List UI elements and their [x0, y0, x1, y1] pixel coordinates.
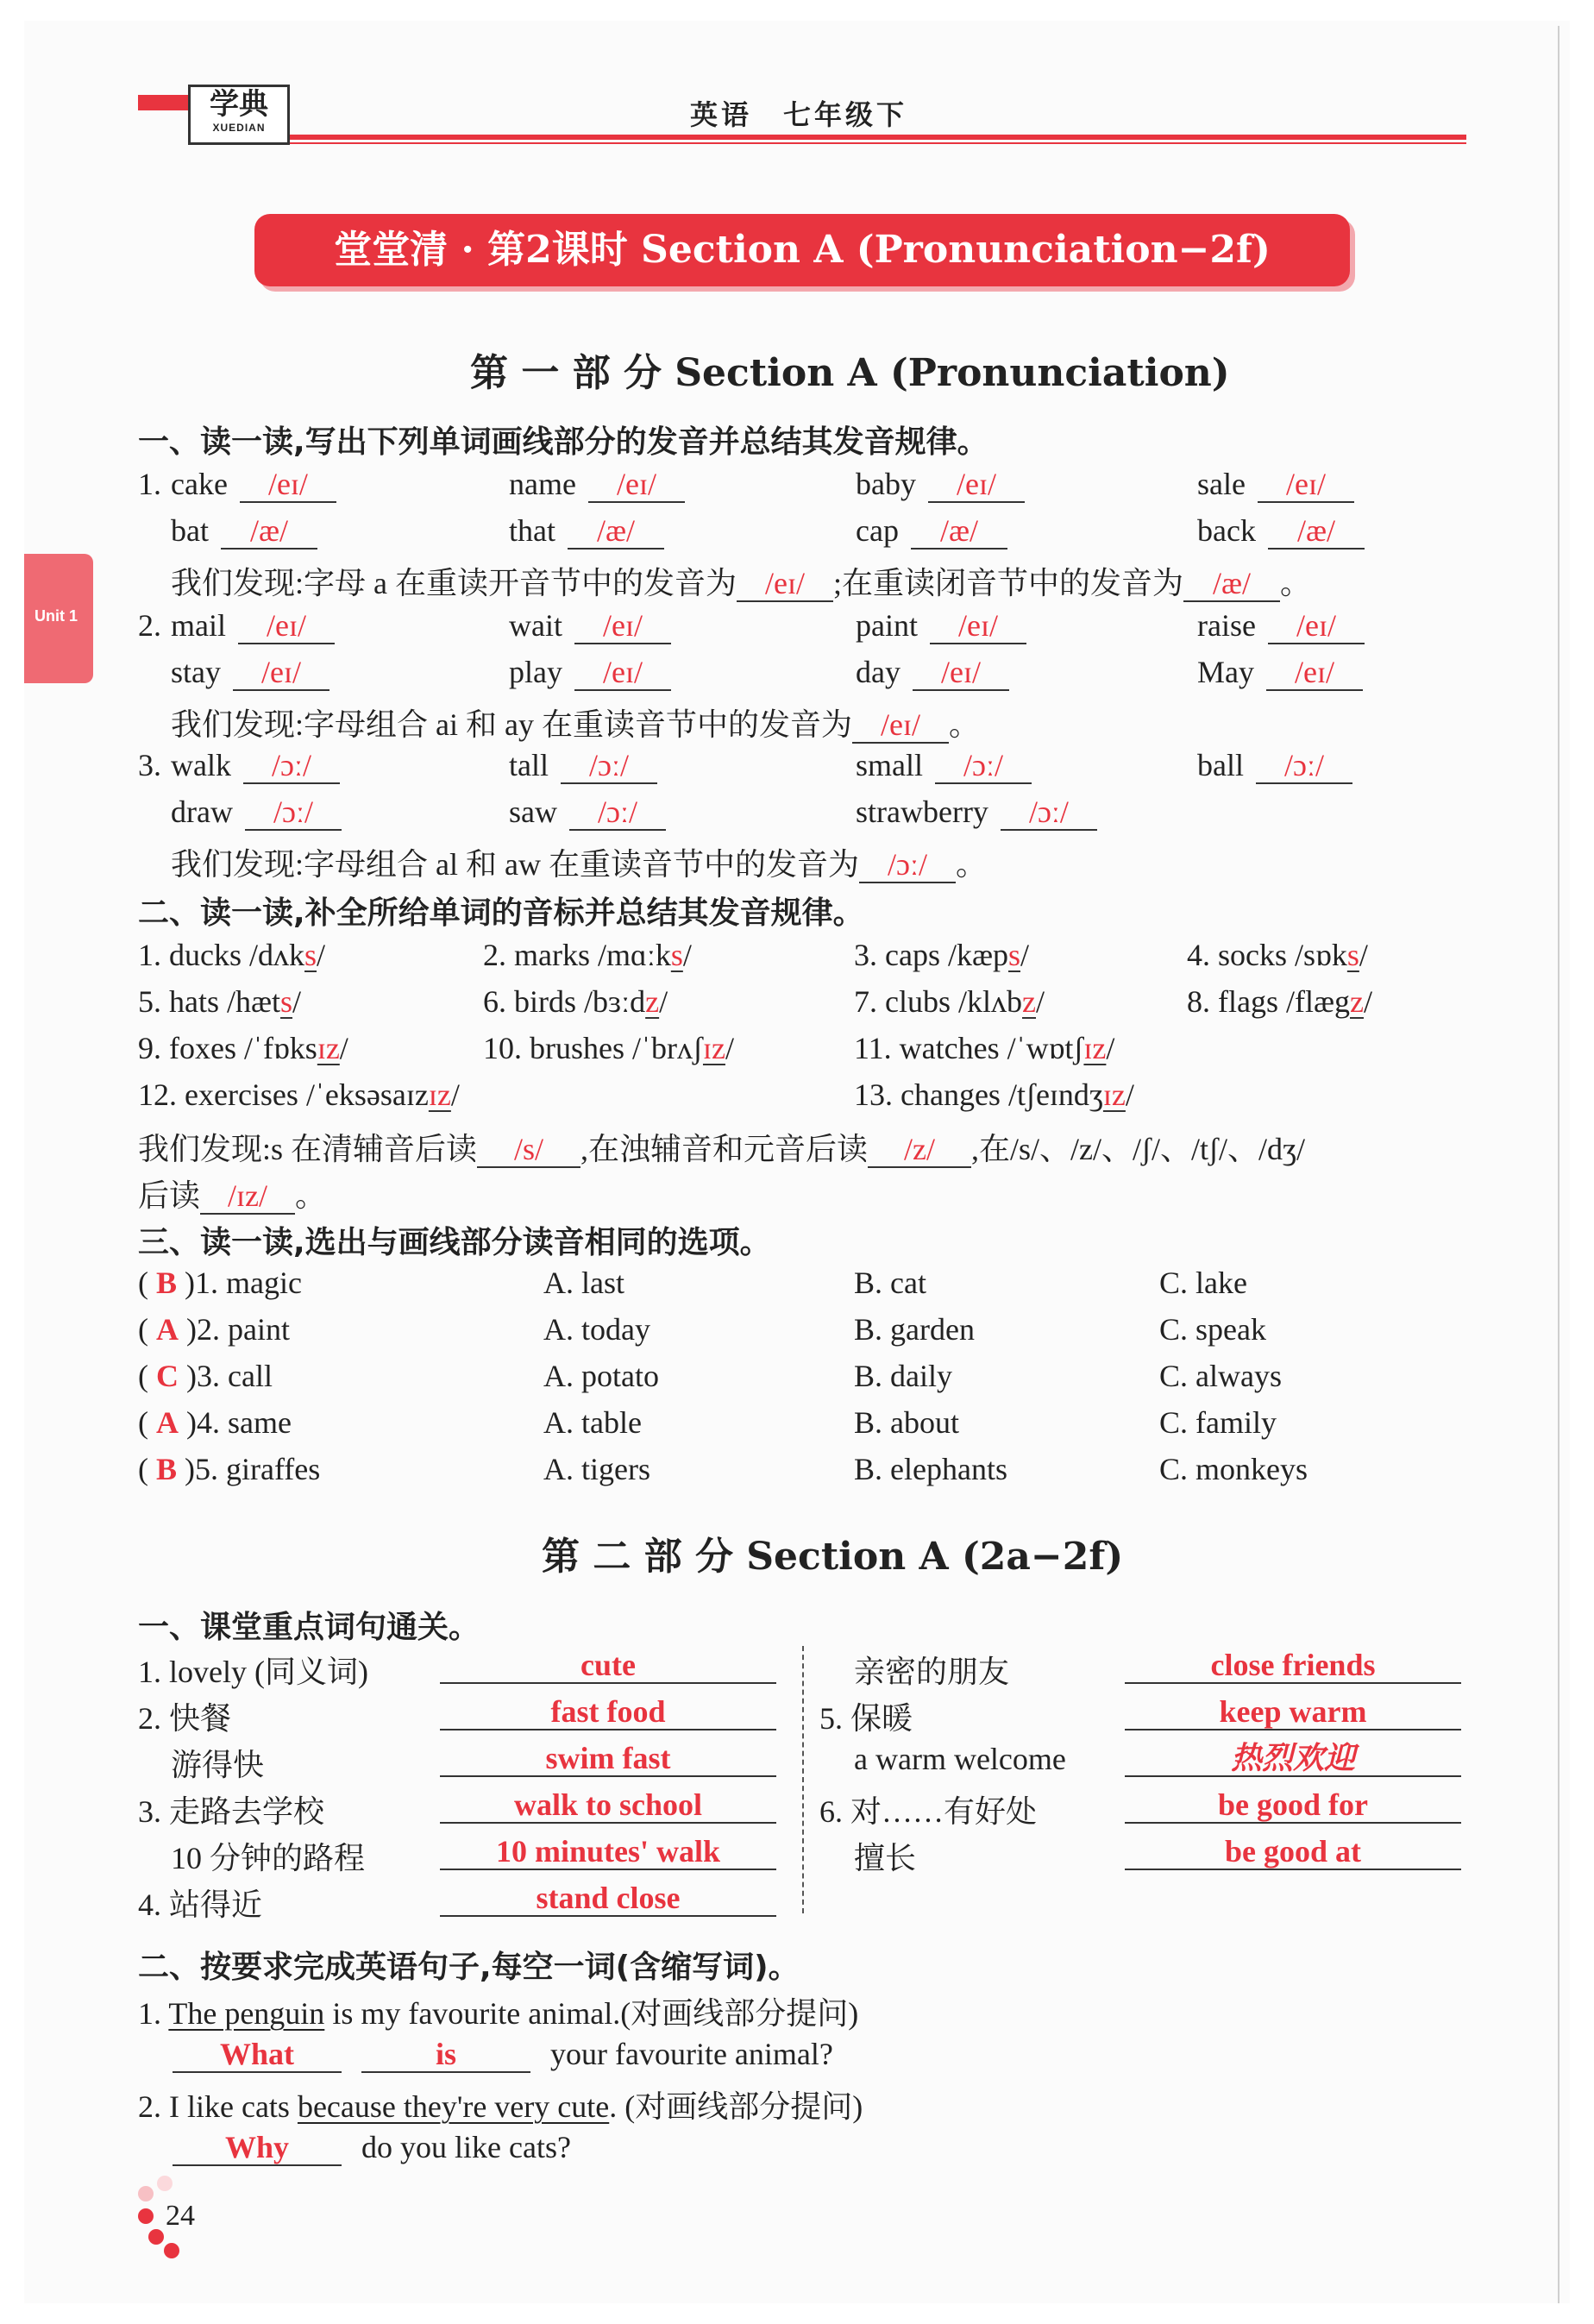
q1-word: saw	[509, 795, 557, 829]
q2-answer[interactable]: ɪz	[1102, 1077, 1126, 1112]
q3-option-c: C. lake	[1159, 1266, 1247, 1300]
q2-word: 6. birds	[483, 984, 584, 1019]
vocab-left-label: 2. 快餐	[138, 1701, 232, 1736]
q2-answer[interactable]: s	[1346, 938, 1359, 972]
q2-phonetic: /kæp	[947, 938, 1008, 972]
q1-answer-blank[interactable]: /eɪ/	[930, 608, 1026, 644]
vocab-left-answer[interactable]: fast food	[440, 1694, 776, 1730]
q1-finding-answer[interactable]: /eɪ/	[852, 707, 949, 744]
q2-word: 2. marks	[483, 938, 598, 972]
q1-word: draw	[171, 795, 233, 829]
q3-bracket-open: (	[138, 1359, 156, 1393]
sentence-1-answer-line	[173, 2036, 833, 2073]
q2-answer[interactable]: s	[280, 984, 293, 1019]
part2-q1-title: 一、课堂重点词句通关。	[138, 1610, 480, 1645]
sentence-2-tail: do you like cats?	[361, 2130, 571, 2164]
q2-phonetic-end: /	[1106, 1031, 1115, 1065]
decor-dot	[148, 2229, 164, 2245]
q1-answer-blank[interactable]: /eɪ/	[913, 655, 1009, 691]
q1-word: play	[509, 655, 562, 689]
q1-word-item	[171, 512, 317, 550]
q2-phonetic-end: /	[1363, 984, 1372, 1019]
q1-word: tall	[509, 748, 549, 782]
q2-item	[483, 937, 692, 973]
q2-answer-3[interactable]: /ɪz/	[200, 1178, 295, 1215]
sentence-1-tail: your favourite animal?	[550, 2037, 833, 2071]
vocab-right-label: a warm welcome	[854, 1742, 1066, 1776]
q3-option-c: C. family	[1159, 1405, 1277, 1440]
part2-q2-title: 二、按要求完成英语句子,每空一词(含缩写词)。	[138, 1950, 800, 1985]
q1-finding	[171, 840, 987, 884]
sentence-1-rest: is my favourite animal.	[332, 1996, 621, 2031]
q2-answer[interactable]: s	[670, 938, 683, 972]
logo-english: XUEDIAN	[212, 122, 266, 134]
q1-word-item	[856, 512, 1007, 550]
q1-answer-blank[interactable]: /æ/	[911, 513, 1007, 550]
q3-answer[interactable]: C	[156, 1359, 179, 1393]
q1-finding-end: 。	[955, 847, 987, 882]
q1-answer-blank[interactable]: /ɔː/	[935, 748, 1032, 784]
q1-answer-blank[interactable]: /æ/	[568, 513, 664, 550]
q1-answer-blank[interactable]: /eɪ/	[574, 655, 671, 691]
sentence-2	[138, 2082, 863, 2126]
part2-title: 第 二 部 分 Section A (2a−2f)	[542, 1535, 1124, 1579]
q2-phonetic-end: /	[450, 1077, 460, 1112]
q1-word: raise	[1197, 608, 1256, 643]
q1-word-item	[171, 747, 340, 784]
q2-finding-b: ,在浊辅音和元音后读	[580, 1132, 869, 1166]
vocab-left-answer[interactable]: stand close	[440, 1881, 776, 1917]
q2-word: 8. flags	[1187, 984, 1286, 1019]
q2-word: 10. brushes	[483, 1031, 632, 1065]
q1-word-item	[509, 607, 671, 644]
q3-option-c: C. always	[1159, 1359, 1282, 1393]
unit-tab-label: Unit 1	[35, 607, 78, 625]
q1-word: paint	[856, 608, 918, 643]
q1-answer-blank[interactable]: /ɔː/	[243, 748, 340, 784]
q3-question	[138, 1358, 273, 1394]
q2-phonetic: /flæg	[1285, 984, 1350, 1019]
sentence-2-note: (对画线部分提问)	[624, 2089, 863, 2124]
q2-phonetic: /sɒk	[1295, 938, 1347, 972]
q2-phonetic: /ˈwɒtʃ	[1007, 1031, 1084, 1065]
sentence-1	[138, 1989, 858, 2033]
q3-question-text: )1. magic	[177, 1266, 302, 1300]
q3-answer[interactable]: A	[156, 1405, 179, 1440]
q3-question-text: )4. same	[179, 1405, 292, 1440]
q3-option-a: A. last	[543, 1266, 624, 1300]
sentence-1-blank-1[interactable]: What	[173, 2037, 342, 2073]
header-title: 英语 七年级下	[690, 98, 908, 131]
vocab-left-label: 1. lovely (同义词)	[138, 1655, 368, 1689]
q1-finding-answer[interactable]: /eɪ/	[737, 566, 833, 602]
q3-option-a: A. today	[543, 1312, 650, 1347]
q3-question-text: )3. call	[179, 1359, 273, 1393]
vocab-left-answer[interactable]: walk to school	[440, 1787, 776, 1824]
q1-word-item	[1197, 466, 1354, 503]
q1-finding-end: 。	[948, 707, 980, 742]
q1-answer-blank[interactable]: /eɪ/	[238, 608, 335, 644]
q2-word: 11. watches	[854, 1031, 1007, 1065]
q1-word: cake	[171, 467, 228, 501]
q1-word: small	[856, 748, 923, 782]
q2-finding-d: 后读	[138, 1178, 201, 1213]
q3-option-b: B. about	[854, 1405, 959, 1440]
q1-finding-text: 我们发现:字母组合 ai 和 ay 在重读音节中的发音为	[171, 707, 852, 742]
vocab-right-answer[interactable]: keep warm	[1125, 1694, 1461, 1730]
sentence-1-blank-2[interactable]: is	[361, 2037, 530, 2073]
q2-phonetic-end: /	[682, 938, 692, 972]
q1-word: day	[856, 655, 901, 689]
q2-finding-line-2	[138, 1171, 326, 1215]
lesson-banner: 堂堂清 · 第2课时 Section A (Pronunciation−2f)	[254, 214, 1350, 286]
sentence-2-blank[interactable]: Why	[173, 2130, 342, 2166]
sentence-2-start: 2. I like cats	[138, 2089, 290, 2124]
q2-item	[483, 983, 668, 1020]
q1-answer-blank[interactable]: /eɪ/	[928, 467, 1025, 503]
q1-finding-answer[interactable]: /æ/	[1183, 566, 1280, 602]
q3-question-text: )5. giraffes	[177, 1452, 321, 1486]
q1-word-item	[509, 466, 685, 503]
vocab-left-answer[interactable]: swim fast	[440, 1741, 776, 1777]
q2-answer[interactable]: ɪz	[1083, 1031, 1107, 1065]
q1-word: stay	[171, 655, 221, 689]
q2-answer[interactable]: ɪz	[317, 1031, 340, 1065]
q1-word: ball	[1197, 748, 1244, 782]
vocab-right-answer[interactable]: be good at	[1125, 1834, 1461, 1870]
q1-answer-blank[interactable]: /æ/	[1268, 513, 1365, 550]
q3-question	[138, 1265, 302, 1301]
q1-word-item	[171, 654, 329, 691]
q2-word: 5. hats	[138, 984, 227, 1019]
q1-word-item	[509, 794, 666, 831]
q2-phonetic-end: /	[725, 1031, 734, 1065]
q2-phonetic-end: /	[1036, 984, 1045, 1019]
q3-bracket-open: (	[138, 1312, 156, 1347]
q2-word: 3. caps	[854, 938, 948, 972]
q2-phonetic-end: /	[1359, 938, 1368, 972]
vocab-left-label: 4. 站得近	[138, 1887, 263, 1922]
q2-word: 1. ducks	[138, 938, 249, 972]
vocab-right-label: 5. 保暖	[819, 1701, 913, 1736]
q1-item-number: 3.	[138, 748, 161, 782]
decor-dot	[157, 2176, 173, 2191]
q2-item	[854, 983, 1045, 1020]
q2-item	[854, 1030, 1114, 1066]
vocab-left-label: 10 分钟的路程	[171, 1841, 366, 1875]
vocab-left-answer[interactable]: 10 minutes' walk	[440, 1834, 776, 1870]
q1-word: baby	[856, 467, 916, 501]
q1-word-item	[171, 794, 342, 831]
q1-word-item	[1197, 654, 1363, 691]
q2-phonetic-end: /	[292, 984, 302, 1019]
q2-item	[854, 1077, 1134, 1113]
q2-finding-c: ,在/s/、/z/、/ʃ/、/tʃ/、/dʒ/	[971, 1132, 1305, 1166]
q1-finding	[171, 559, 1311, 603]
vocab-left-label: 3. 走路去学校	[138, 1794, 325, 1829]
q2-answer[interactable]: z	[645, 984, 660, 1019]
q3-option-b: B. daily	[854, 1359, 952, 1393]
vocab-right-answer[interactable]: close friends	[1125, 1648, 1461, 1684]
q1-word-item	[171, 466, 336, 503]
q2-phonetic-end: /	[317, 938, 326, 972]
q3-option-a: A. tigers	[543, 1452, 650, 1486]
q2-answer-2[interactable]: /z/	[868, 1132, 971, 1168]
q1-word: mail	[171, 608, 226, 643]
q1-answer-blank[interactable]: /ɔː/	[245, 795, 342, 831]
decor-dot	[138, 2208, 154, 2224]
q3-question	[138, 1451, 320, 1487]
q3-option-a: A. table	[543, 1405, 642, 1440]
q1-answer-blank[interactable]: /eɪ/	[1268, 608, 1365, 644]
q2-phonetic: /mɑːk	[597, 938, 671, 972]
header-rule-thin	[285, 142, 1466, 144]
q3-option-b: B. elephants	[854, 1452, 1007, 1486]
q1-word-item	[509, 747, 657, 784]
q1-answer-blank[interactable]: /eɪ/	[233, 655, 329, 691]
vocab-right-answer[interactable]: 热烈欢迎	[1125, 1741, 1461, 1777]
q1-finding-text: 我们发现:字母 a 在重读开音节中的发音为	[171, 566, 737, 600]
q1-word-item	[509, 512, 664, 550]
q1-answer-blank[interactable]: /ɔː/	[561, 748, 657, 784]
q2-finding-end: 。	[295, 1178, 327, 1213]
q1-word-item	[509, 654, 671, 691]
page-edge	[1558, 26, 1559, 2303]
q2-finding-line	[138, 1125, 1305, 1169]
q2-phonetic: /hæt	[227, 984, 281, 1019]
q1-word: name	[509, 467, 576, 501]
vocab-left-answer[interactable]: cute	[440, 1648, 776, 1684]
q2-phonetic: /ˈfɒks	[243, 1031, 317, 1065]
vocab-right-label: 6. 对……有好处	[819, 1794, 1038, 1829]
q1-answer-blank[interactable]: /eɪ/	[1266, 655, 1363, 691]
q3-option-b: B. garden	[854, 1312, 975, 1347]
q3-answer[interactable]: B	[156, 1452, 178, 1486]
q1-word-item	[856, 654, 1009, 691]
q3-option-a: A. potato	[543, 1359, 659, 1393]
q3-answer[interactable]: B	[156, 1266, 178, 1300]
q3-question	[138, 1404, 292, 1441]
q2-item	[1187, 937, 1368, 973]
q3-option-c: C. speak	[1159, 1312, 1266, 1347]
q1-word: walk	[171, 748, 231, 782]
vocab-left-label: 游得快	[171, 1748, 265, 1782]
q1-word-item	[856, 794, 1097, 831]
q2-item	[138, 937, 325, 973]
vocab-right-answer[interactable]: be good for	[1125, 1787, 1461, 1824]
q1-word-item	[171, 607, 335, 644]
q2-phonetic-end: /	[339, 1031, 348, 1065]
q2-item	[483, 1030, 734, 1066]
q2-answer-1[interactable]: /s/	[477, 1132, 580, 1168]
part1-q1-title: 一、读一读,写出下列单词画线部分的发音并总结其发音规律。	[138, 424, 988, 460]
q1-finding	[171, 700, 980, 744]
q1-item-number: 2.	[138, 608, 161, 643]
q3-option-c: C. monkeys	[1159, 1452, 1308, 1486]
q1-word-item	[856, 607, 1026, 644]
q1-word-item	[1197, 512, 1365, 550]
q2-phonetic: /tʃeɪndʒ	[1007, 1077, 1103, 1112]
q1-answer-blank[interactable]: /æ/	[221, 513, 317, 550]
decor-dot	[164, 2243, 179, 2258]
q1-answer-blank[interactable]: /ɔː/	[1256, 748, 1352, 784]
q2-answer[interactable]: z	[1022, 984, 1036, 1019]
q1-finding-text: ;在重读闭音节中的发音为	[832, 566, 1183, 600]
q2-phonetic: /klʌb	[958, 984, 1023, 1019]
q2-item	[854, 937, 1029, 973]
column-divider	[802, 1646, 804, 1913]
q2-phonetic-end: /	[659, 984, 668, 1019]
q1-word: that	[509, 513, 555, 548]
q1-finding-answer[interactable]: /ɔː/	[859, 847, 956, 883]
sentence-2-rest: .	[609, 2089, 618, 2124]
q1-answer-blank[interactable]: /ɔː/	[569, 795, 666, 831]
unit-side-tab	[24, 554, 93, 683]
header-rule	[285, 135, 1466, 140]
q2-phonetic-end: /	[1020, 938, 1030, 972]
sentence-1-num: 1.	[138, 1996, 161, 2031]
q2-answer[interactable]: ɪz	[702, 1031, 725, 1065]
q1-word-item	[1197, 747, 1352, 784]
q3-bracket-open: (	[138, 1266, 156, 1300]
q1-finding-text: 我们发现:字母组合 al 和 aw 在重读音节中的发音为	[171, 847, 859, 882]
q1-word-item	[856, 466, 1025, 503]
q1-answer-blank[interactable]: /eɪ/	[588, 467, 685, 503]
vocab-right-label: 擅长	[854, 1841, 917, 1875]
sentence-2-underlined: because they're very cute	[297, 2089, 610, 2124]
q2-phonetic: /dʌk	[249, 938, 305, 972]
q1-word: wait	[509, 608, 562, 643]
q1-word: sale	[1197, 467, 1246, 501]
q1-word: May	[1197, 655, 1254, 689]
part1-title: 第 一 部 分 Section A (Pronunciation)	[470, 351, 1230, 395]
q3-bracket-open: (	[138, 1452, 156, 1486]
q3-question	[138, 1311, 290, 1347]
q2-item	[138, 1077, 460, 1113]
q3-answer[interactable]: A	[156, 1312, 179, 1347]
q2-item	[138, 1030, 348, 1066]
q2-word: 12. exercises	[138, 1077, 306, 1112]
q2-word: 9. foxes	[138, 1031, 244, 1065]
q1-word: cap	[856, 513, 899, 548]
q2-item	[138, 983, 301, 1020]
logo-chinese: 学典	[210, 87, 268, 122]
q2-word: 7. clubs	[854, 984, 958, 1019]
q2-item	[1187, 983, 1372, 1020]
page-number: 24	[166, 2200, 195, 2232]
q1-word: back	[1197, 513, 1256, 548]
q3-option-b: B. cat	[854, 1266, 926, 1300]
q2-phonetic: /ˈeksəsaɪz	[305, 1077, 429, 1112]
part1-q2-title: 二、读一读,补全所给单词的音标并总结其发音规律。	[138, 895, 864, 931]
sentence-1-underlined: The penguin	[168, 1996, 325, 2031]
q1-word: strawberry	[856, 795, 988, 829]
q2-answer[interactable]: s	[304, 938, 317, 972]
q3-question-text: )2. paint	[179, 1312, 290, 1347]
q1-answer-blank[interactable]: /ɔː/	[1001, 795, 1097, 831]
q2-answer[interactable]: z	[1350, 984, 1364, 1019]
vocab-right-label: 亲密的朋友	[854, 1655, 1010, 1689]
sentence-2-answer-line	[173, 2129, 571, 2166]
q2-word: 13. changes	[854, 1077, 1008, 1112]
q1-word-item	[856, 747, 1032, 784]
header-red-bar	[138, 95, 193, 110]
q2-finding-a: 我们发现:s 在清辅音后读	[138, 1132, 478, 1166]
q1-word-item	[1197, 607, 1365, 644]
decor-dot	[138, 2186, 154, 2202]
q2-word: 4. socks	[1187, 938, 1295, 972]
q2-answer[interactable]: s	[1007, 938, 1020, 972]
q2-answer[interactable]: ɪz	[428, 1077, 451, 1112]
q2-phonetic: /ˈbrʌʃ	[632, 1031, 703, 1065]
q2-phonetic: /bɜːd	[584, 984, 646, 1019]
q1-answer-blank[interactable]: /eɪ/	[574, 608, 671, 644]
q1-answer-blank[interactable]: /eɪ/	[240, 467, 336, 503]
q1-finding-end: 。	[1280, 566, 1312, 600]
part1-q3-title: 三、读一读,选出与画线部分读音相同的选项。	[138, 1225, 771, 1260]
q1-item-number: 1.	[138, 467, 161, 501]
q1-answer-blank[interactable]: /eɪ/	[1258, 467, 1354, 503]
q3-bracket-open: (	[138, 1405, 156, 1440]
q2-phonetic-end: /	[1125, 1077, 1134, 1112]
q1-word: bat	[171, 513, 209, 548]
sentence-1-note: (对画线部分提问)	[620, 1996, 859, 2031]
publisher-logo	[188, 85, 290, 145]
